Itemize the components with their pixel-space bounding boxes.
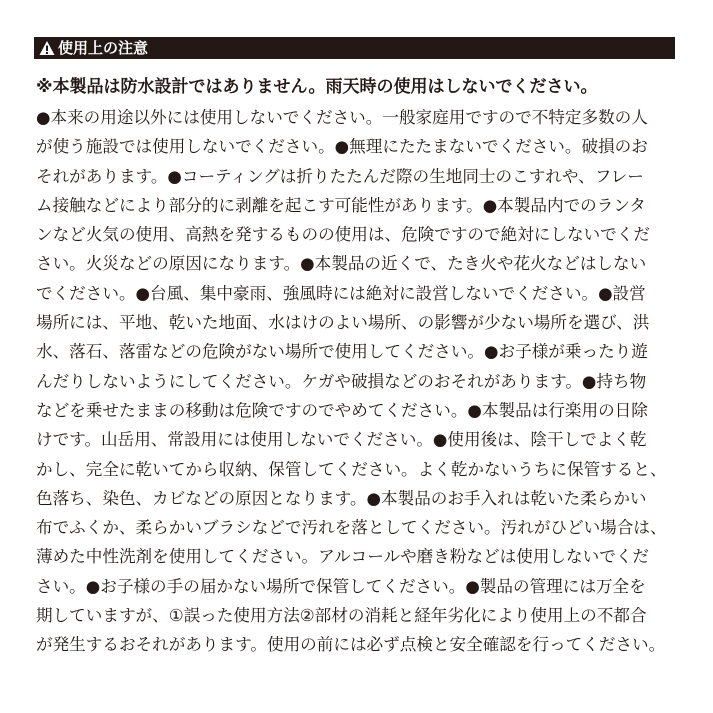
body-line: 薄めた中性洗剤を使用してください。アルコールや磨き粉などは使用しないでくだ [36, 547, 649, 567]
body-line: さい。火災などの原因になります。●本製品の近くで、たき火や花火などはしない [36, 254, 647, 274]
warning-icon [39, 40, 55, 56]
body-line: 期していますが、①誤った使用方法②部材の消耗と経年劣化により使用上の不都合 [36, 606, 647, 626]
body-line: 場所には、平地、乾いた地面、水はけのよい場所、の影響が少ない場所を選び、洪 [36, 313, 650, 333]
body-line: かし、完全に乾いてから収納、保管してください。よく乾かないうちに保管すると、 [36, 459, 667, 479]
body-line: などを乗せたままの移動は危険ですのでやめてください。●本製品は行楽用の日除 [36, 400, 648, 420]
body-line: でください。●台風、集中豪雨、強風時には絶対に設営しないでください。●設営 [36, 283, 646, 303]
body-line: それがあります。●コーティングは折りたたんだ際の生地同士のこすれや、フレー [36, 166, 644, 186]
section-header [34, 37, 675, 59]
body-line: さい。●お子様の手の届かない場所で保管してください。●製品の管理には万全を [36, 576, 646, 596]
body-line: ンなど火気の使用、高熱を発するものの使用は、危険ですので絶対にしないでくだ [36, 225, 650, 245]
waterproof-notice: ※本製品は防水設計ではありません。雨天時の使用はしないでください。 [36, 77, 598, 97]
section-title: 使用上の注意 [58, 39, 149, 57]
body-line: ●本来の用途以外には使用しないでください。一般家庭用ですので不特定多数の人 [36, 108, 648, 127]
body-line: けです。山岳用、常設用には使用しないでください。●使用後は、陰干しでよく乾 [36, 430, 647, 450]
body-line: 水、落石、落雷などの危険がない場所で使用してください。●お子様が乗ったり遊 [36, 342, 648, 362]
body-line: んだりしないようにしてください。ケガや破損などのおそれがあります。●持ち物 [36, 371, 647, 391]
body-line: 色落ち、染色、カビなどの原因となります。●本製品のお手入れは乾いた柔らかい [36, 488, 647, 508]
body-line: ム接触などにより部分的に剥離を起こす可能性があります。●本製品内でのランタ [36, 195, 646, 215]
body-line: が発生するおそれがあります。使用の前には必ず点検と安全確認を行ってください。 [36, 635, 666, 655]
caution-body [36, 103, 686, 660]
body-line: が使う施設では使用しないでください。●無理にたたまないでください。破損のお [36, 137, 648, 157]
body-line: 布でふくか、柔らかいブラシなどで汚れを落としてください。汚れがひどい場合は、 [36, 518, 667, 538]
